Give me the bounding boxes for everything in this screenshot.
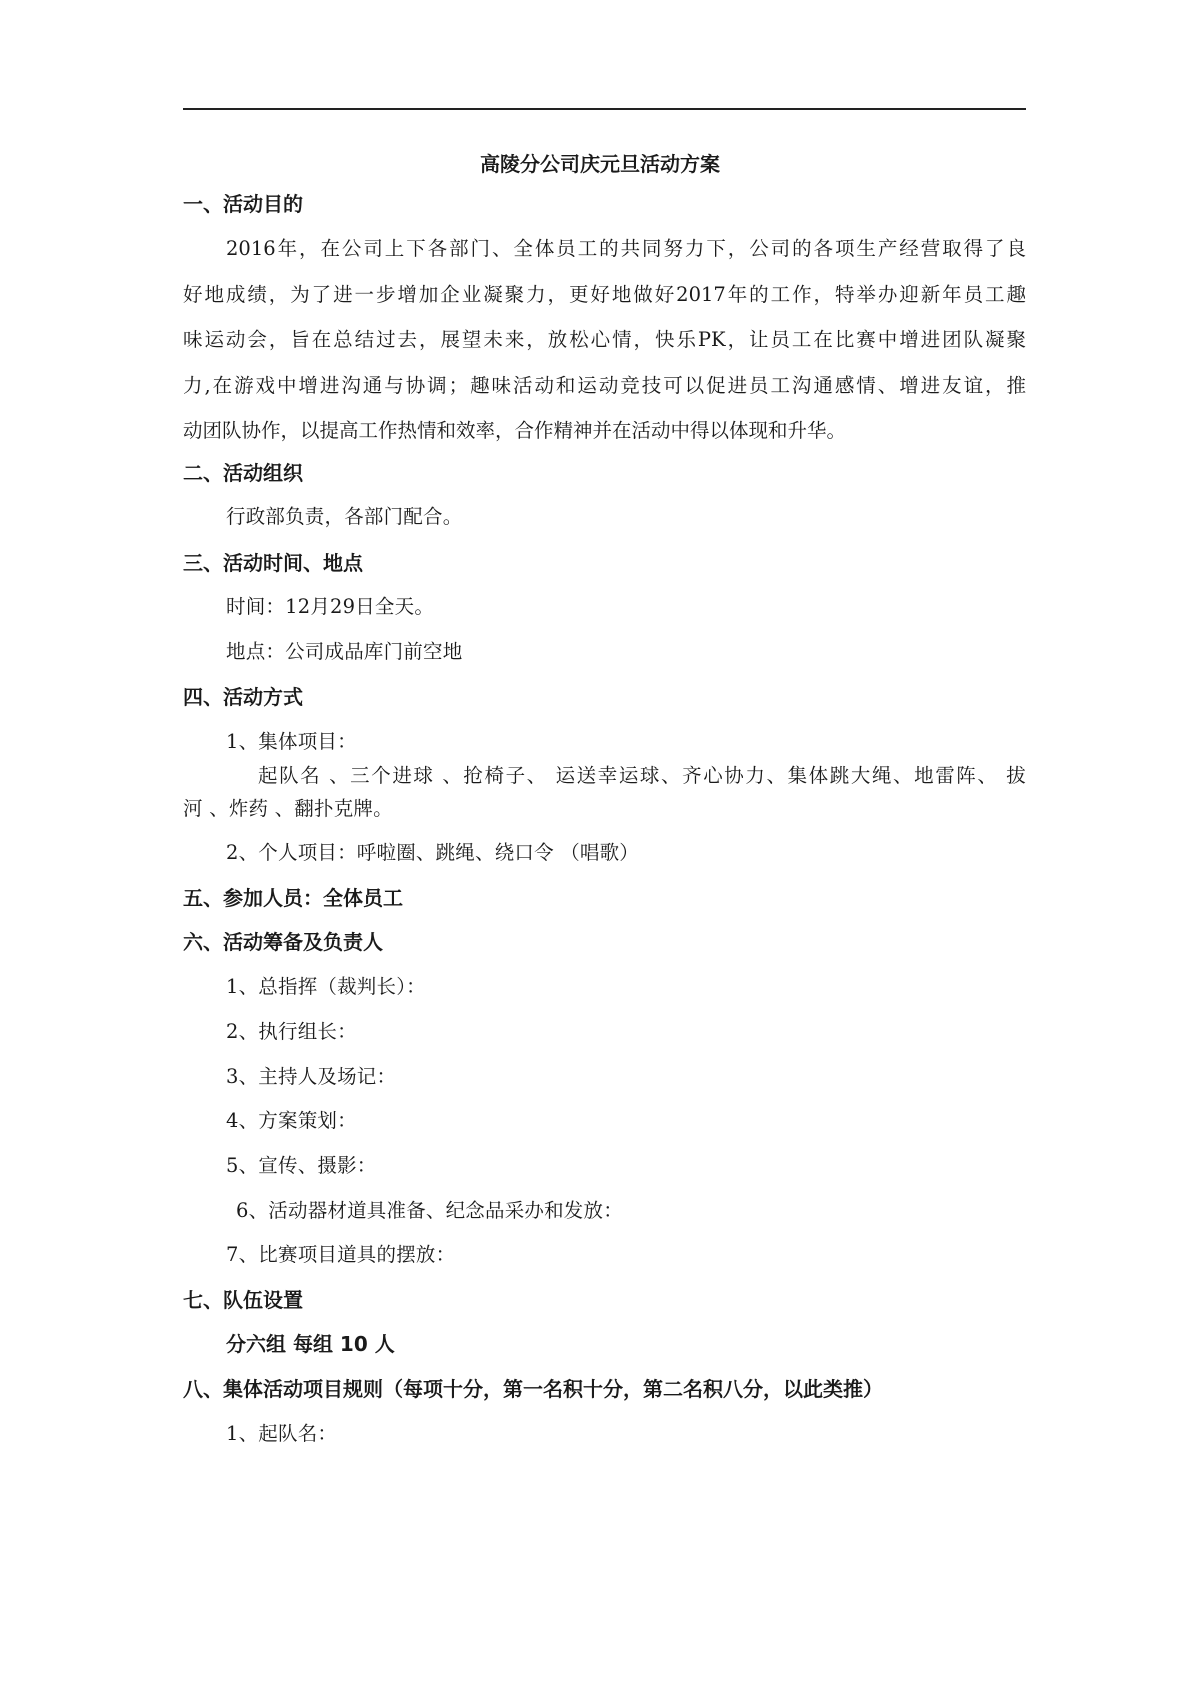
team-setup-text: 分六组 每组 10 人 <box>226 1332 395 1356</box>
preparation-item: 7、比赛项目道具的摆放： <box>226 1243 456 1266</box>
section-heading-teams: 七、队伍设置 <box>183 1288 303 1312</box>
rules-item: 1、起队名： <box>226 1422 338 1445</box>
section-heading-time-place: 三、活动时间、地点 <box>183 551 363 575</box>
group-items-line: 起队名 、三个进球 、抢椅子、 运送幸运球、齐心协力、集体跳大绳、地雷阵、 拔 <box>258 764 1026 787</box>
document-title: 高陵分公司庆元旦活动方案 <box>480 152 720 176</box>
paragraph-line: 2016年，在公司上下各部门、全体员工的共同努力下，公司的各项生产经营取得了良 <box>226 237 1026 260</box>
preparation-item: 5、宣传、摄影： <box>226 1154 377 1177</box>
individual-items: 2、个人项目：呼啦圈、跳绳、绕口令 （唱歌） <box>226 841 640 864</box>
preparation-item: 4、方案策划： <box>226 1109 357 1132</box>
preparation-item: 6、活动器材道具准备、纪念品采办和发放： <box>236 1199 623 1222</box>
header-rule <box>183 108 1026 110</box>
paragraph-line: 力,在游戏中增进沟通与协调；趣味活动和运动竞技可以促进员工沟通感情、增进友谊，推 <box>183 373 1026 397</box>
section-heading-format: 四、活动方式 <box>183 685 303 709</box>
paragraph-line: 动团队协作，以提高工作热情和效率，合作精神并在活动中得以体现和升华。 <box>183 419 847 442</box>
preparation-item: 3、主持人及场记： <box>226 1065 397 1088</box>
section-heading-rules: 八、集体活动项目规则（每项十分，第一名积十分，第二名积八分，以此类推） <box>183 1377 883 1401</box>
organization-text: 行政部负责，各部门配合。 <box>226 505 463 528</box>
preparation-item: 1、总指挥（裁判长）： <box>226 975 426 998</box>
section-heading-purpose: 一、活动目的 <box>183 192 303 216</box>
event-time: 时间：12月29日全天。 <box>226 595 435 618</box>
section-heading-preparation: 六、活动筹备及负责人 <box>183 930 383 954</box>
section-heading-organization: 二、活动组织 <box>183 461 303 485</box>
section-heading-participants: 五、参加人员：全体员工 <box>183 886 403 910</box>
paragraph-line: 味运动会，旨在总结过去，展望未来，放松心情，快乐PK，让员工在比赛中增进团队凝聚 <box>183 328 1026 351</box>
event-place: 地点：公司成品库门前空地 <box>226 640 463 663</box>
paragraph-line: 好地成绩，为了进一步增加企业凝聚力，更好地做好2017年的工作，特举办迎新年员工趣 <box>183 282 1026 306</box>
purpose-paragraph <box>183 226 1026 454</box>
group-items-label: 1、集体项目： <box>226 730 357 753</box>
group-items-line: 河 、炸药 、翻扑克牌。 <box>183 797 393 820</box>
preparation-item: 2、执行组长： <box>226 1020 357 1043</box>
